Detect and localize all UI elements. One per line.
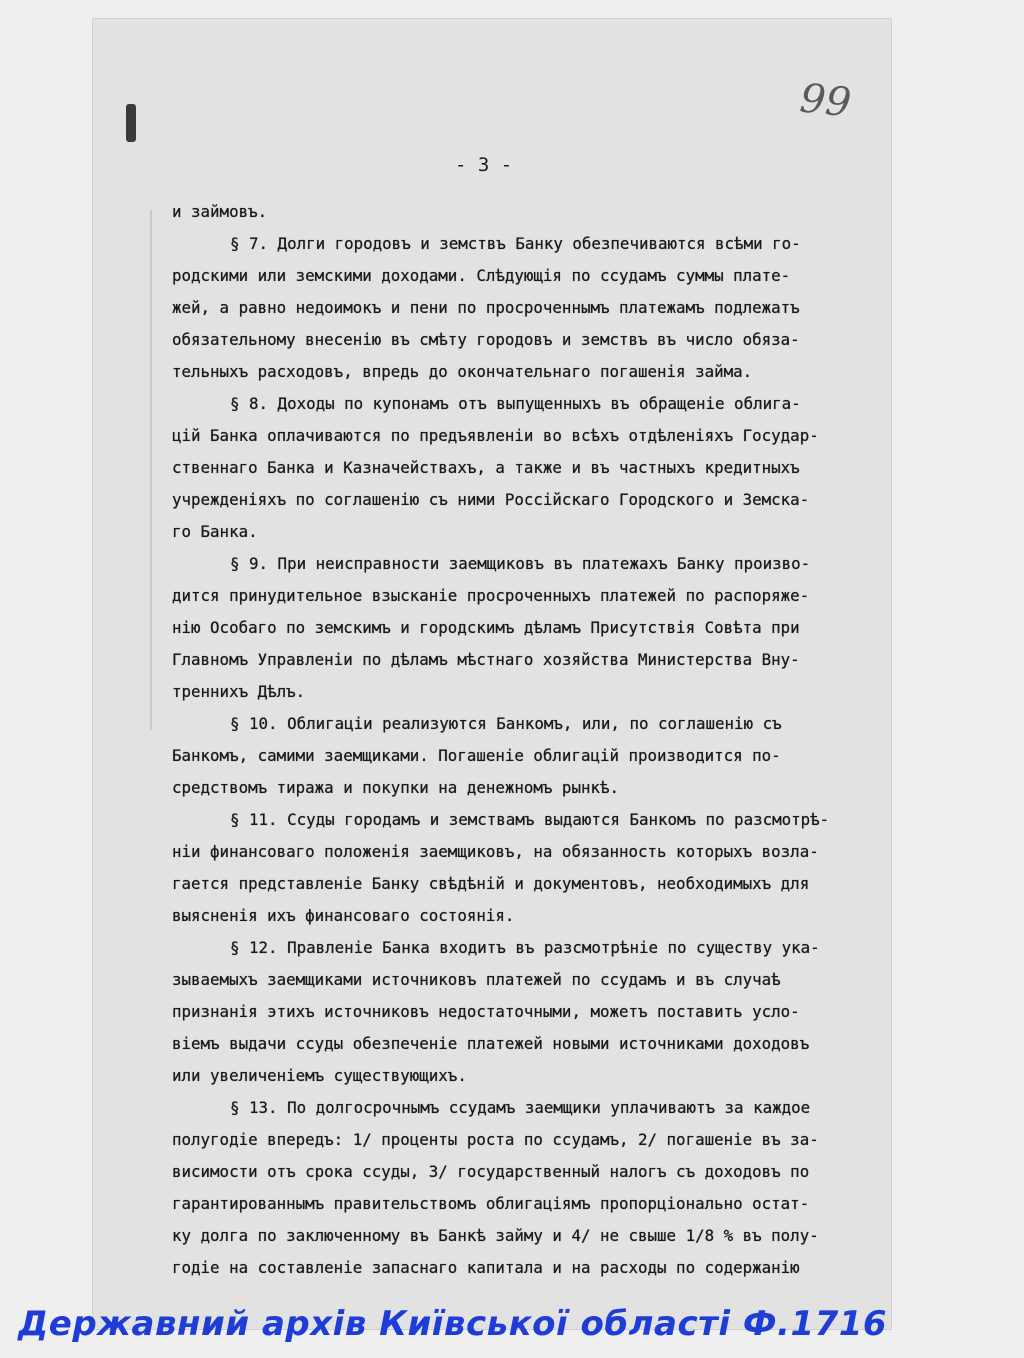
text-line: го Банка. <box>172 522 258 541</box>
archive-caption: Державний архів Київської області Ф.1716 <box>18 1304 888 1344</box>
text-line: § 12. Правленіе Банка входитъ въ разсмотрѣніе по существу ука- <box>230 938 820 957</box>
text-line: нію Особаго по земскимъ и городскимъ дѣламъ Присутствія Совѣта при <box>172 618 800 637</box>
text-line: ніи финансоваго положенія заемщиковъ, на обязанность которыхъ возла- <box>172 842 819 861</box>
text-line: § 8. Доходы по купонамъ отъ выпущенныхъ въ обращеніе облига- <box>230 394 801 413</box>
text-line: родскими или земскими доходами. Слѣдующія по ссудамъ суммы плате- <box>172 266 791 285</box>
text-line: или увеличеніемъ существующихъ. <box>172 1066 467 1085</box>
text-line: віемъ выдачи ссуды обезпеченіе платежей новыми источниками доходовъ <box>172 1034 810 1053</box>
text-line: Банкомъ, самими заемщиками. Погашеніе облигацій производится по- <box>172 746 781 765</box>
text-line: треннихъ Дѣлъ. <box>172 682 306 701</box>
text-line: дится принудительное взысканіе просроченныхъ платежей по распоряже- <box>172 586 810 605</box>
text-line: и займовъ. <box>172 202 268 221</box>
text-line: Главномъ Управленіи по дѣламъ мѣстнаго хозяйства Министерства Вну- <box>172 650 800 669</box>
text-line: гарантированнымъ правительствомъ облигаціямъ пропорціонально остат- <box>172 1194 810 1213</box>
text-line: жей, а равно недоимокъ и пени по просроченнымъ платежамъ подлежатъ <box>172 298 800 317</box>
text-line: § 10. Облигаціи реализуются Банкомъ, или, по соглашенію съ <box>230 714 782 733</box>
binding-mark <box>126 104 136 142</box>
text-line: зываемыхъ заемщиками источниковъ платежей по ссудамъ и въ случаѣ <box>172 970 781 989</box>
text-line: выясненія ихъ финансоваго состоянія. <box>172 906 515 925</box>
text-line: цій Банка оплачиваются по предъявленіи во всѣхъ отдѣленіяхъ Государ- <box>172 426 819 445</box>
text-line: § 9. При неисправности заемщиковъ въ платежахъ Банку произво- <box>230 554 811 573</box>
text-line: признанія этихъ источниковъ недостаточными, можетъ поставить усло- <box>172 1002 800 1021</box>
document-body <box>172 196 852 1284</box>
text-line: тельныхъ расходовъ, впредь до окончательнаго погашенія займа. <box>172 362 753 381</box>
text-line: средствомъ тиража и покупки на денежномъ рынкѣ. <box>172 778 619 797</box>
text-line: гается представленіе Банку свѣдѣній и документовъ, необходимыхъ для <box>172 874 810 893</box>
text-line: годіе на составленіе запаснаго капитала и на расходы по содержанію <box>172 1258 800 1277</box>
page-number: - 3 - <box>455 154 513 176</box>
text-line: учрежденіяхъ по соглашенію съ ними Россійскаго Городского и Земска- <box>172 490 810 509</box>
text-line: § 11. Ссуды городамъ и земствамъ выдаются Банкомъ по разсмотрѣ- <box>230 810 830 829</box>
text-line: полугодіе впередъ: 1/ проценты роста по ссудамъ, 2/ погашеніе въ за- <box>172 1130 819 1149</box>
text-line: § 7. Долги городовъ и земствъ Банку обезпечиваются всѣми го- <box>230 234 801 253</box>
text-line: висимости отъ срока ссуды, 3/ государственный налогъ съ доходовъ по <box>172 1162 810 1181</box>
text-line: ку долга по заключенному въ Банкѣ займу и 4/ не свыше 1/8 % въ полу- <box>172 1226 819 1245</box>
text-line: ственнаго Банка и Казначействахъ, а также и въ частныхъ кредитныхъ <box>172 458 800 477</box>
text-line: обязательному внесенію въ смѣту городовъ и земствъ въ число обяза- <box>172 330 800 349</box>
archive-sheet-number: 99 <box>797 75 854 127</box>
page-fold-line <box>150 210 152 730</box>
text-line: § 13. По долгосрочнымъ ссудамъ заемщики уплачиваютъ за каждое <box>230 1098 811 1117</box>
